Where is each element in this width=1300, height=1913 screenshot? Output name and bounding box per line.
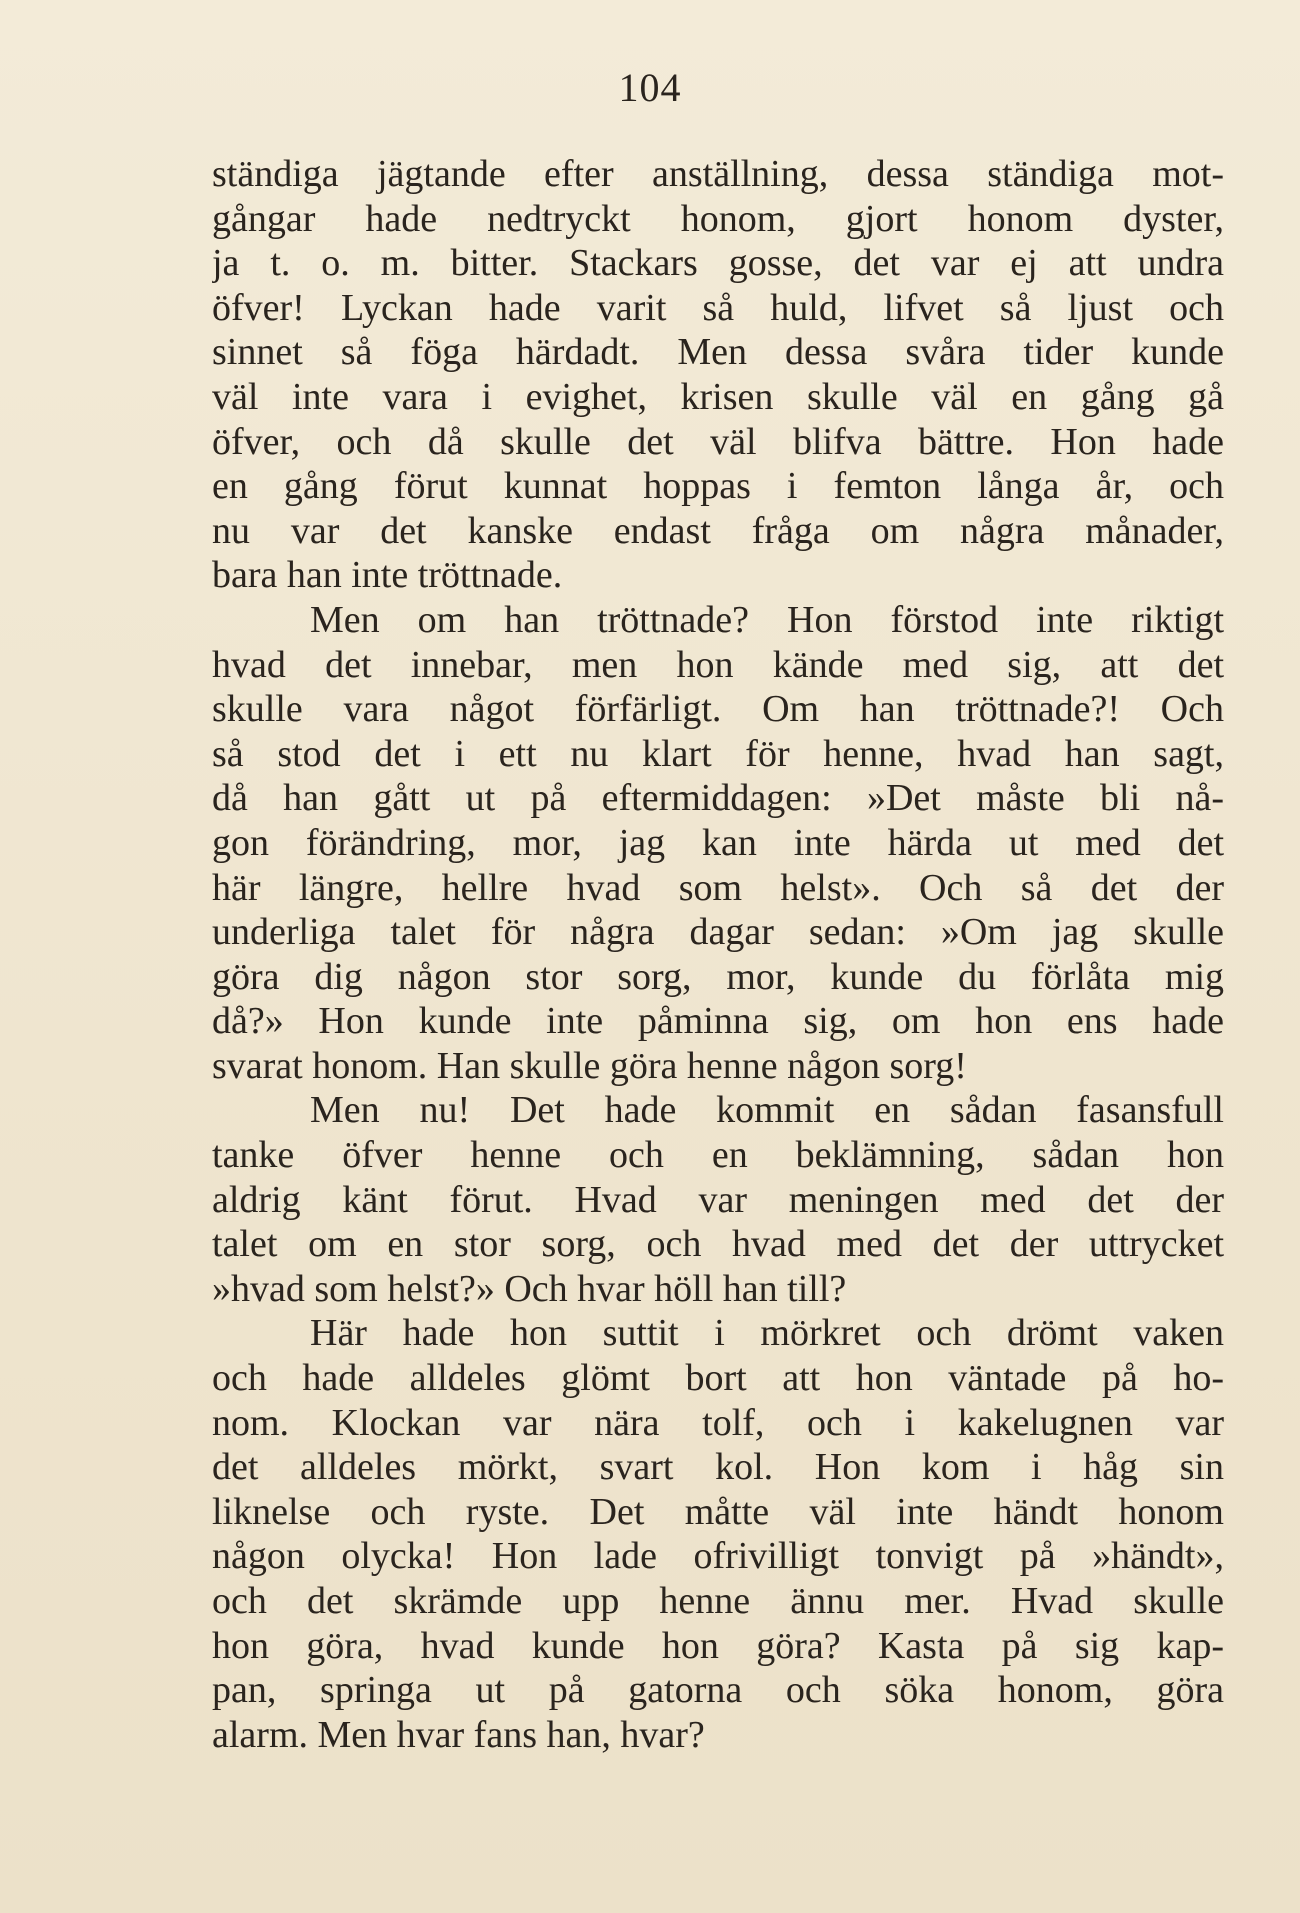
text-line: tanke öfver henne och en beklämning, sådan hon xyxy=(212,1134,1224,1177)
paragraph-end-line: »hvad som helst?» Och hvar höll han till? xyxy=(212,1267,847,1310)
text-line: så stod det i ett nu klart för henne, hvad han sagt, xyxy=(212,732,1224,775)
text-line: nu var det kanske endast fråga om några månader, xyxy=(212,509,1224,552)
text-line: pan, springa ut på gatorna och söka honom, göra xyxy=(212,1669,1224,1712)
text-line: nom. Klockan var nära tolf, och i kakelugnen var xyxy=(212,1401,1224,1444)
text-line: ständiga jägtande efter anställning, dessa ständiga mot- xyxy=(212,153,1224,195)
text-line: hon göra, hvad kunde hon göra? Kasta på sig kap- xyxy=(212,1624,1224,1667)
text-line: en gång förut kunnat hoppas i femton långa år, och xyxy=(212,465,1224,508)
text-line: öfver! Lyckan hade varit så huld, lifvet så ljust och xyxy=(212,286,1224,329)
text-line: gångar hade nedtryckt honom, gjort honom dyster, xyxy=(212,197,1224,240)
text-line: underliga talet för några dagar sedan: »Om jag skulle xyxy=(212,911,1224,954)
text-line: ja t. o. m. bitter. Stackars gosse, det var ej att undra xyxy=(212,242,1224,285)
text-line: liknelse och ryste. Det måtte väl inte händt honom xyxy=(212,1490,1224,1533)
text-line: öfver, och då skulle det väl blifva bättre. Hon hade xyxy=(212,420,1224,463)
paragraph-end-line: alarm. Men hvar fans han, hvar? xyxy=(212,1713,705,1756)
text-line: göra dig någon stor sorg, mor, kunde du förlåta mig xyxy=(212,955,1224,998)
paragraph-start-line: Men om han tröttnade? Hon förstod inte riktigt xyxy=(310,598,1224,641)
text-line: skulle vara något förfärligt. Om han tröttnade?! Och xyxy=(212,688,1224,731)
text-line: sinnet så föga härdadt. Men dessa svåra tider kunde xyxy=(212,331,1224,374)
text-line: någon olycka! Hon lade ofrivilligt tonvigt på »händt», xyxy=(212,1535,1224,1578)
text-line: då?» Hon kunde inte påminna sig, om hon ens hade xyxy=(212,1000,1224,1043)
paragraph-start-line: Här hade hon suttit i mörkret och drömt vaken xyxy=(310,1312,1224,1355)
text-line: och det skrämde upp henne ännu mer. Hvad skulle xyxy=(212,1580,1224,1622)
text-line: och hade alldeles glömt bort att hon väntade på ho- xyxy=(212,1357,1224,1400)
text-line: då han gått ut på eftermiddagen: »Det måste bli nå- xyxy=(212,777,1224,820)
text-line: väl inte vara i evighet, krisen skulle väl en gång gå xyxy=(212,375,1224,418)
page-number: 104 xyxy=(618,65,682,110)
text-line: talet om en stor sorg, och hvad med det der uttrycket xyxy=(212,1223,1224,1266)
body-text xyxy=(212,152,1224,1757)
paragraph-start-line: Men nu! Det hade kommit en sådan fasansfull xyxy=(310,1089,1224,1132)
text-line: aldrig känt förut. Hvad var meningen med det der xyxy=(212,1178,1224,1221)
text-line: det alldeles mörkt, svart kol. Hon kom i håg sin xyxy=(212,1446,1224,1489)
text-line: här längre, hellre hvad som helst». Och så det der xyxy=(212,866,1224,909)
text-line: hvad det innebar, men hon kände med sig, att det xyxy=(212,643,1224,686)
text-line: gon förändring, mor, jag kan inte härda ut med det xyxy=(212,821,1224,864)
paragraph-end-line: svarat honom. Han skulle göra henne någon sorg! xyxy=(212,1044,967,1087)
paragraph-end-line: bara han inte tröttnade. xyxy=(212,554,563,597)
